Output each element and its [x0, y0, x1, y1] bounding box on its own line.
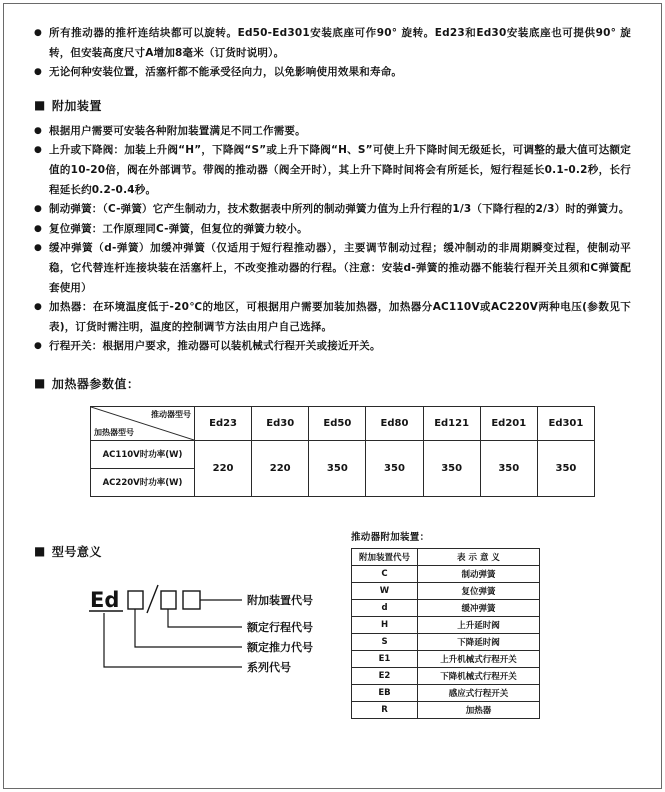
- code-cell: S: [352, 633, 418, 650]
- table-cell: 350: [480, 440, 537, 496]
- table-row: [352, 633, 540, 650]
- diagram-label: 附加装置代号: [247, 593, 313, 607]
- bullet-text: 上升或下降阀：加装上升阀“H”，下降阀“S”或上升下降阀“H、S”可使上升下降时间无级延长，可调整的最大值可达额定值的10-20倍，阀在外部调节。带阀的推动器（阀全开时），其上升下降时间将会有所延长，短行程延长0.1-0.2秒，长行程延长约0.2-0.4秒。: [49, 144, 631, 196]
- connector-line: [135, 609, 242, 647]
- bullet-text: 制动弹簧：（C-弹簧）它产生制动力，技术数据表中所列的制动弹簧力值为上升行程的1/3（下降行程的2/3）时的弹簧力。: [49, 203, 630, 216]
- code-cell: d: [352, 599, 418, 616]
- diagram-label: 额定行程代号: [247, 620, 313, 634]
- bullet-text: 行程开关：根据用户要求，推动器可以装机械式行程开关或接近开关。: [49, 340, 381, 353]
- bullet-text: 复位弹簧：工作原理同C-弹簧，但复位的弹簧力较小。: [49, 222, 308, 235]
- accessories-bullet-list: [34, 122, 631, 357]
- diagonal-header-cell: [91, 406, 195, 440]
- meaning-cell: 制动弹簧: [418, 565, 540, 582]
- row-header: AC110V时功率(W): [91, 440, 195, 468]
- list-item: [34, 122, 631, 142]
- code-cell: E2: [352, 667, 418, 684]
- table-row: [352, 684, 540, 701]
- list-item: [34, 141, 631, 200]
- bullet-icon: ●: [34, 302, 43, 313]
- meaning-cell: 缓冲弹簧: [418, 599, 540, 616]
- connector-line: [168, 609, 242, 627]
- corner-label-top: 推动器型号: [151, 409, 191, 419]
- bullet-icon: ●: [34, 341, 43, 352]
- code-cell: EB: [352, 684, 418, 701]
- table-row: [352, 599, 540, 616]
- section-title-text: 型号意义: [51, 544, 102, 559]
- table-row: [352, 701, 540, 718]
- column-header: Ed80: [366, 406, 423, 440]
- column-header: Ed50: [309, 406, 366, 440]
- bullet-icon: ●: [34, 67, 43, 78]
- section-marker-icon: ■: [34, 98, 46, 113]
- bullet-icon: ●: [34, 125, 43, 136]
- table-cell: 220: [195, 440, 252, 496]
- bullet-text: 缓冲弹簧（d-弹簧）加缓冲弹簧（仅适用于短行程推动器），主要调节制动过程；缓冲制动的非周期瞬变过程，使制动平稳，它代替连杆连接块装在活塞杆上，不改变推动器的行程。（注意：安装d-弹簧的推动器不能装行程开关且须和C弹簧配套使用）: [49, 242, 631, 294]
- table-row: [352, 565, 540, 582]
- meaning-cell: 复位弹簧: [418, 582, 540, 599]
- corner-label-bottom: 加热器型号: [94, 427, 134, 437]
- list-item: [34, 337, 631, 357]
- column-header: 附加装置代号: [352, 548, 418, 565]
- model-code-diagram: [82, 581, 357, 696]
- accessory-codes-block: [351, 529, 540, 719]
- table-row: [91, 440, 595, 468]
- code-cell: C: [352, 565, 418, 582]
- column-header: 表 示 意 义: [418, 548, 540, 565]
- list-item: [34, 63, 631, 83]
- table-row: [91, 406, 595, 440]
- bullet-text: 根据用户需要可安装各种附加装置满足不同工作需要。: [49, 124, 306, 137]
- table-row: [352, 582, 540, 599]
- meaning-cell: 加热器: [418, 701, 540, 718]
- page-content: [4, 4, 661, 749]
- model-prefix-text: Ed: [90, 587, 120, 612]
- list-item: [34, 298, 631, 337]
- code-cell: E1: [352, 650, 418, 667]
- bullet-text: 所有推动器的推杆连结块都可以旋转。Ed50-Ed301安装底座可作90° 旋转。Ed23和Ed30安装底座也可提供90° 旋转，但安装高度尺寸A增加8毫米（订货时说明）。: [49, 27, 631, 59]
- list-item: [34, 200, 631, 220]
- heater-params-table: [90, 406, 595, 497]
- meaning-cell: 上升机械式行程开关: [418, 650, 540, 667]
- column-header: Ed23: [195, 406, 252, 440]
- code-cell: R: [352, 701, 418, 718]
- section-title-text: 附加装置: [51, 98, 102, 113]
- meaning-cell: 下降机械式行程开关: [418, 667, 540, 684]
- bullet-icon: ●: [34, 243, 43, 254]
- meaning-cell: 感应式行程开关: [418, 684, 540, 701]
- meaning-cell: 下降延时阀: [418, 633, 540, 650]
- section-marker-icon: ■: [34, 544, 46, 559]
- connector-line: [104, 613, 242, 667]
- table-cell: 350: [366, 440, 423, 496]
- section-title-model-meaning: [34, 543, 102, 560]
- bullet-icon: ●: [34, 223, 43, 234]
- bullet-text: 无论何种安装位置，活塞杆都不能承受径向力，以免影响使用效果和寿命。: [49, 66, 403, 79]
- column-header: Ed201: [480, 406, 537, 440]
- list-item: [34, 24, 631, 63]
- bullet-icon: ●: [34, 28, 43, 38]
- code-box: [161, 591, 176, 609]
- code-box: [183, 591, 200, 609]
- diagram-label: 额定推力代号: [247, 640, 313, 654]
- section-marker-icon: ■: [34, 376, 46, 391]
- list-item: [34, 220, 631, 240]
- table-row: [352, 548, 540, 565]
- code-box: [128, 591, 143, 609]
- bottom-section: [34, 521, 631, 749]
- code-cell: W: [352, 582, 418, 599]
- intro-bullet-list: [34, 24, 631, 83]
- table-row: [352, 667, 540, 684]
- table-cell: 350: [423, 440, 480, 496]
- table-row: [352, 650, 540, 667]
- section-title-accessories: [34, 97, 631, 114]
- column-header: Ed301: [537, 406, 594, 440]
- table-cell: 220: [252, 440, 309, 496]
- bullet-icon: ●: [34, 204, 43, 215]
- bullet-icon: ●: [34, 145, 43, 156]
- section-title-text: 加热器参数值：: [51, 376, 140, 391]
- table-row: [352, 616, 540, 633]
- meaning-cell: 上升延时阀: [418, 616, 540, 633]
- table-cell: 350: [537, 440, 594, 496]
- column-header: Ed30: [252, 406, 309, 440]
- page-border: [3, 3, 662, 789]
- bullet-text: 加热器：在环境温度低于-20℃的地区，可根据用户需要加装加热器，加热器分AC110V或AC220V两种电压(参数见下表)，订货时需注明，温度的控制调节方法由用户自己选择。: [49, 301, 631, 333]
- accessory-codes-title: 推动器附加装置：: [351, 531, 430, 543]
- code-cell: H: [352, 616, 418, 633]
- section-title-heater-params: [34, 375, 631, 392]
- diagram-label: 系列代号: [247, 660, 291, 674]
- row-header: AC220V时功率(W): [91, 468, 195, 496]
- column-header: Ed121: [423, 406, 480, 440]
- list-item: [34, 239, 631, 298]
- slash: [147, 585, 158, 613]
- accessory-codes-table: [351, 548, 540, 719]
- table-cell: 350: [309, 440, 366, 496]
